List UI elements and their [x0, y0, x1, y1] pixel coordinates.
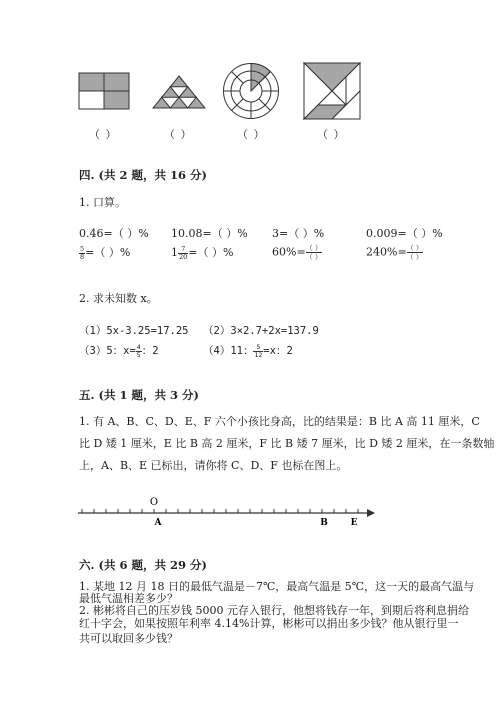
equation: （1）5x-3.25=17.25: [79, 325, 189, 337]
fraction: $\frac{4}{5}$: [136, 342, 141, 359]
answer-fraction[interactable]: $\frac{( )}{( )}$: [406, 244, 423, 261]
problem-text: 最低气温相差多少？: [79, 592, 178, 605]
oral-item-percent: 60%= $\frac{( )}{( )}$: [272, 244, 322, 261]
fraction: $\frac{5}{8}$: [80, 244, 85, 261]
point-e-label: E: [350, 518, 358, 526]
answer-blank-4[interactable]: （ ）: [317, 128, 346, 141]
problem-text: 比 D 矮 1 厘米，E 比 B 高 2 厘米，F 比 B 矮 7 厘米，比 D 矮 2 厘米，在一条数轴: [79, 437, 495, 450]
figure-triangle: [152, 75, 206, 109]
question-label: 2. 求未知数 x。: [79, 292, 158, 305]
point-b-label: B: [320, 518, 328, 526]
answer-blank-1[interactable]: （ ）: [89, 128, 118, 141]
section4-heading: 四. (共 2 题，共 16 分): [79, 168, 207, 182]
oral-item: 3=（ ）%: [272, 227, 325, 240]
section6-heading: 六. (共 6 题，共 29 分): [79, 558, 207, 572]
oral-item-percent: 240%= $\frac{( )}{( )}$: [366, 244, 423, 261]
problem-text: 共可以取回多少钱？: [79, 632, 178, 645]
oral-item-mixed-number: 1 $\frac{7}{20}$ =（ ）%: [171, 244, 234, 261]
origin-label: O: [149, 497, 159, 508]
oral-item: 0.46=（ ）%: [79, 227, 149, 240]
equation: （2）3×2.7+2x=137.9: [203, 325, 319, 337]
answer-blank-2[interactable]: （ ）: [164, 128, 193, 141]
point-a-label: A: [154, 518, 162, 526]
fraction: $\frac{5}{12}$: [254, 342, 263, 359]
equation: （3）5：x= $\frac{4}{5}$ ：2: [79, 342, 159, 359]
figure-tangram: [303, 62, 361, 120]
oral-item: 0.009=（ ）%: [366, 227, 443, 240]
problem-text: 上，A、B、E 已标出，请你将 C、D、F 也标在图上。: [79, 459, 348, 472]
question-label: 1. 口算。: [79, 196, 126, 209]
problem-text: 1. 某地 12 月 18 日的最低气温是－7℃，最高气温是 5℃，这一天的最高气温与: [79, 580, 475, 593]
answer-fraction[interactable]: $\frac{( )}{( )}$: [305, 244, 322, 261]
problem-text: 2. 彬彬将自己的压岁钱 5000 元存入银行，他想将钱存一年，到期后将利息捐给: [79, 604, 469, 617]
number-line: [74, 492, 376, 526]
problem-text: 红十字会，如果按照年利率 4.14%计算，彬彬可以捐出多少钱？他从银行里一: [79, 617, 459, 630]
figure-circle: [222, 62, 280, 120]
problem-text: 1. 有 A、B、C、D、E、F 六个小孩比身高，比的结果是：B 比 A 高 11 厘米，C: [79, 415, 480, 428]
equation: （4）11： $\frac{5}{12}$ =x：2: [203, 342, 293, 359]
fraction: $\frac{7}{20}$: [179, 244, 188, 261]
oral-item-fraction: $\frac{5}{8}$ =（ ）%: [80, 244, 131, 261]
oral-item: 10.08=（ ）%: [171, 227, 248, 240]
section5-heading: 五. (共 1 题，共 3 分): [79, 388, 199, 402]
figure-rectangle: [78, 72, 130, 110]
answer-blank-3[interactable]: （ ）: [237, 128, 266, 141]
